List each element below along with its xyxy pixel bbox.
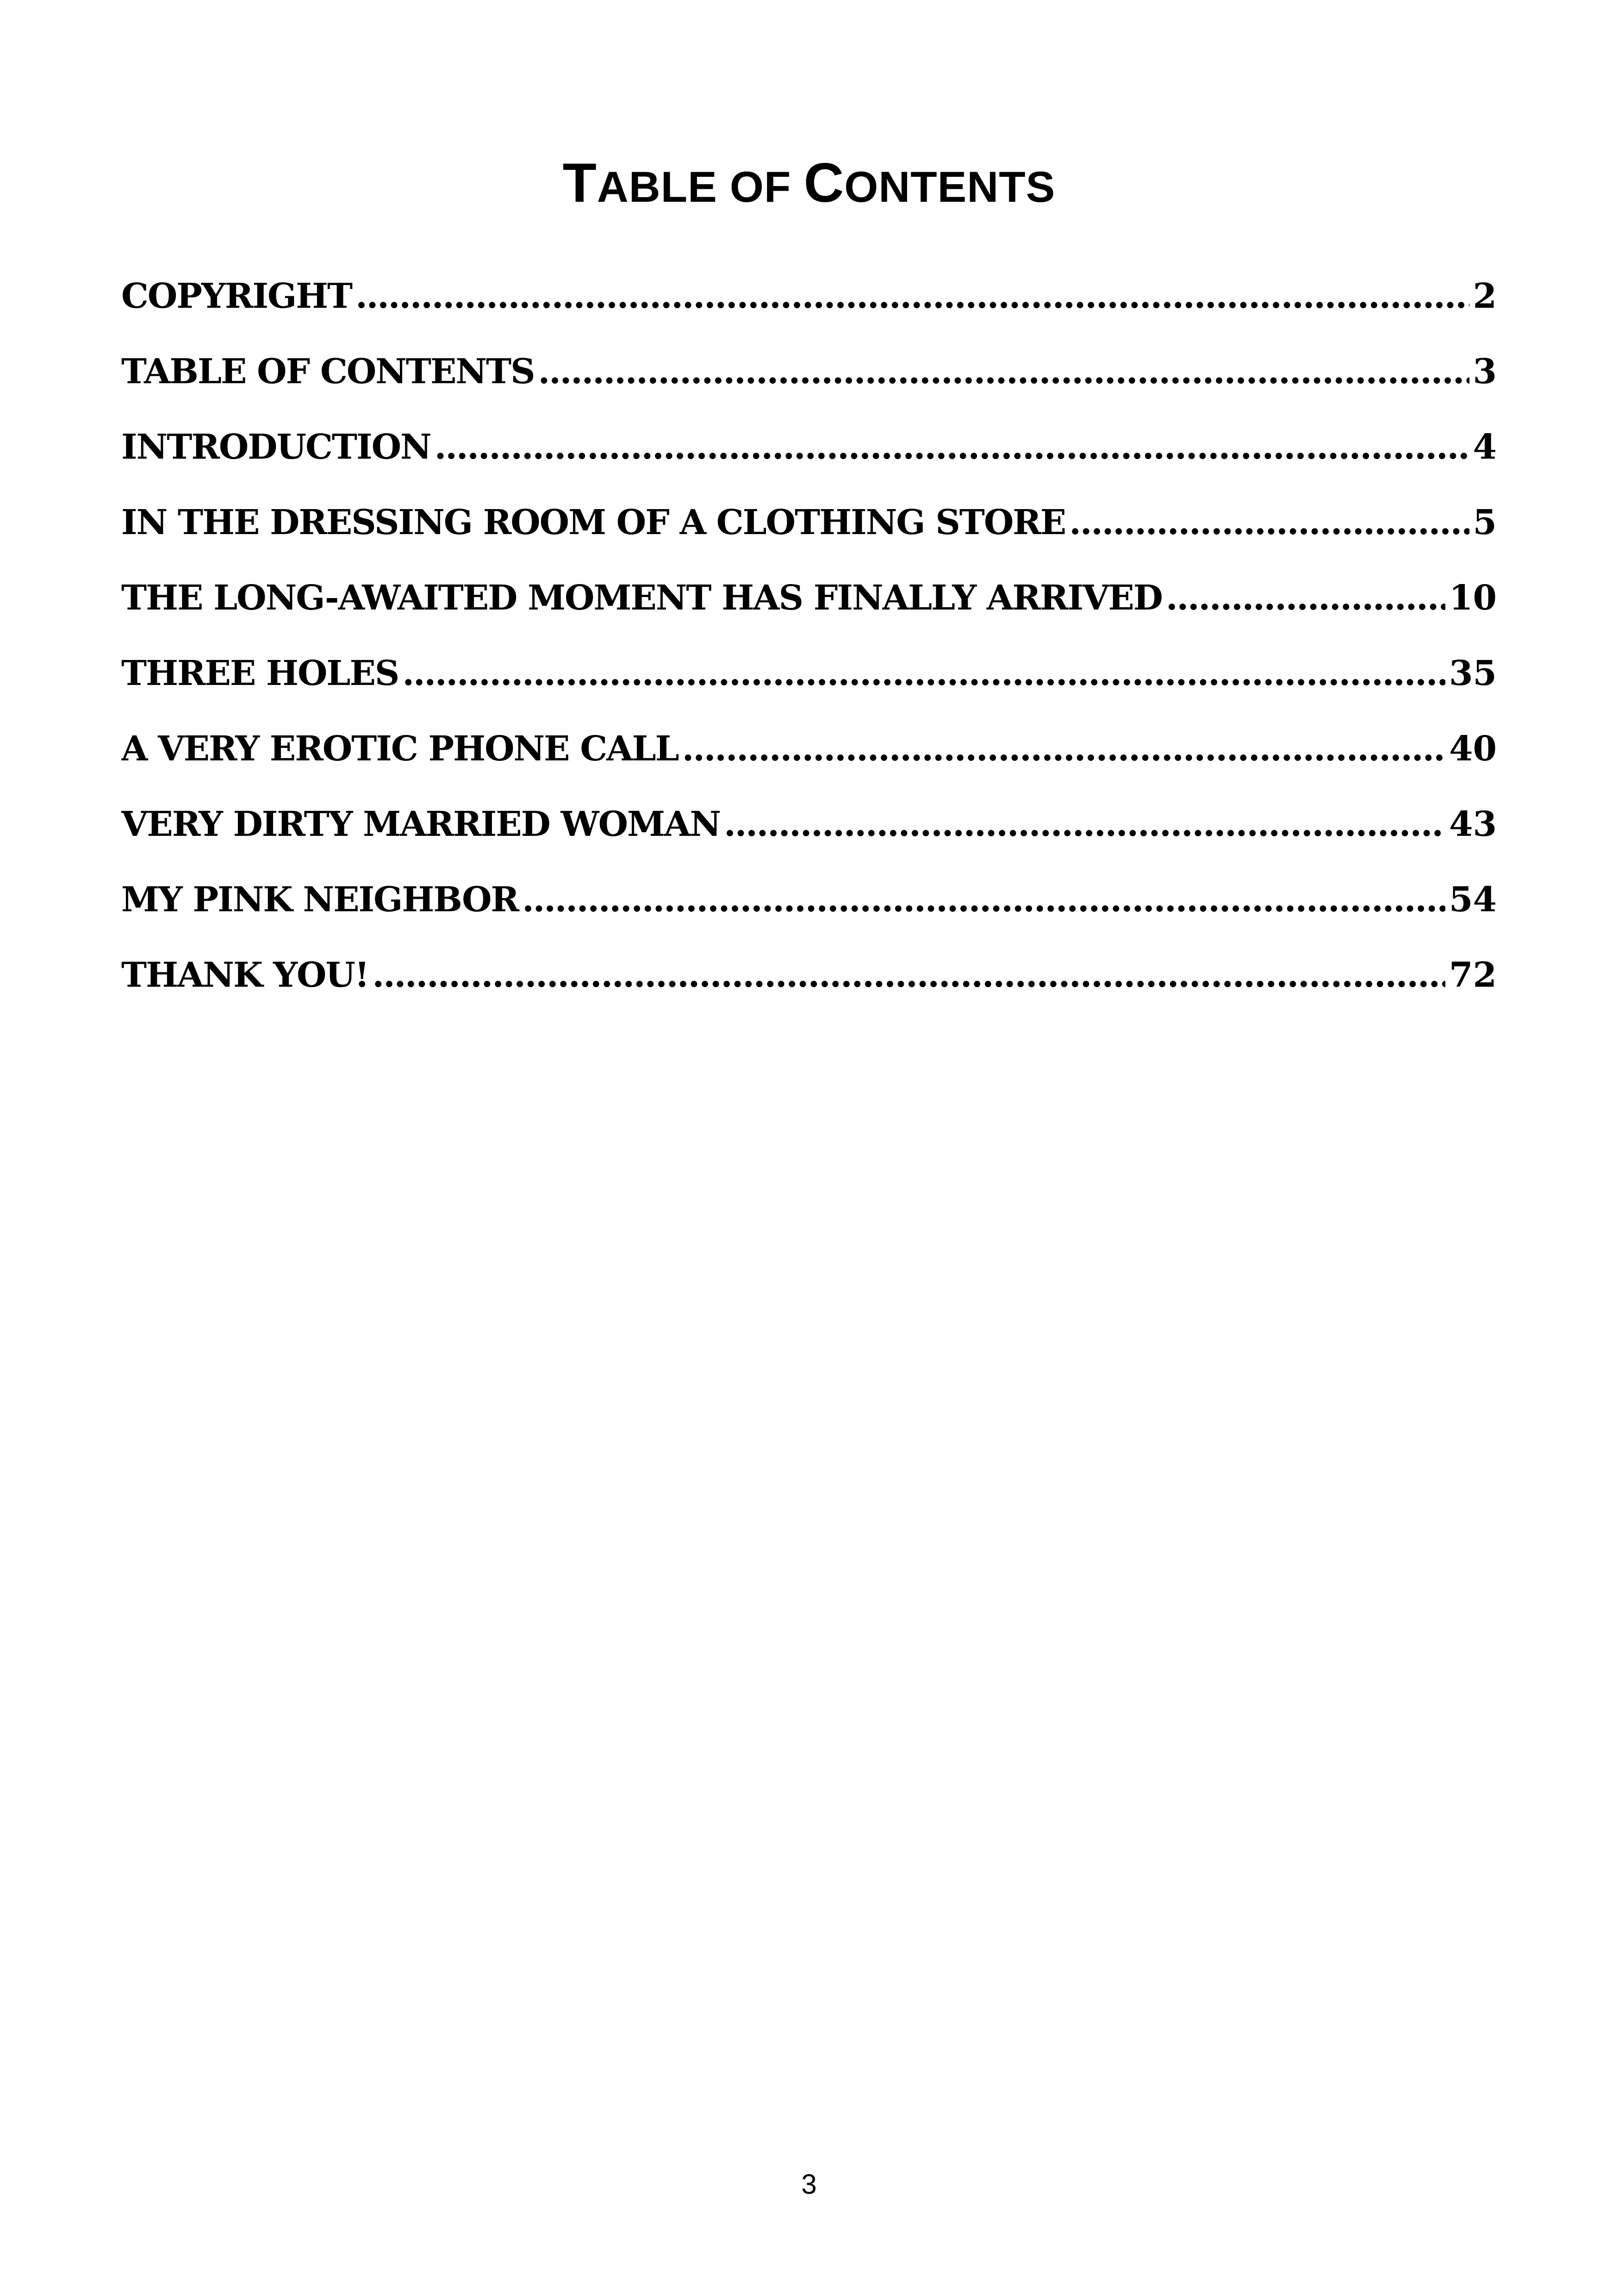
page-title <box>0 146 1618 224</box>
toc-dot-leader <box>402 646 1445 701</box>
table-of-contents <box>121 268 1497 1023</box>
toc-entry-page: 4 <box>1473 427 1497 467</box>
toc-entry-page: 54 <box>1449 880 1497 920</box>
toc-dot-leader <box>724 796 1445 852</box>
toc-dot-leader <box>1069 495 1469 550</box>
toc-dot-leader <box>435 419 1469 475</box>
toc-entry-label: COPYRIGHT <box>121 276 352 316</box>
toc-entry-copyright[interactable] <box>121 268 1497 344</box>
toc-entry-label: THANK YOU! <box>121 955 369 995</box>
toc-entry-table-of-contents[interactable] <box>121 344 1497 419</box>
toc-dot-leader <box>538 344 1469 399</box>
toc-entry-pink-neighbor[interactable] <box>121 872 1497 947</box>
toc-entry-introduction[interactable] <box>121 419 1497 495</box>
toc-entry-three-holes[interactable] <box>121 646 1497 721</box>
toc-dot-leader <box>355 268 1469 324</box>
toc-dot-leader <box>372 947 1445 1003</box>
toc-entry-page: 35 <box>1449 653 1497 693</box>
toc-entry-page: 72 <box>1449 955 1497 995</box>
title-initial-t: T <box>562 152 597 214</box>
toc-entry-label: A VERY EROTIC PHONE CALL <box>121 729 678 769</box>
toc-entry-page: 3 <box>1473 352 1497 392</box>
toc-entry-label: IN THE DRESSING ROOM OF A CLOTHING STORE <box>121 503 1066 542</box>
toc-entry-label: TABLE OF CONTENTS <box>121 352 535 392</box>
toc-entry-label: MY PINK NEIGHBOR <box>121 880 519 920</box>
toc-dot-leader <box>1166 570 1445 626</box>
toc-entry-label: INTRODUCTION <box>121 427 431 467</box>
toc-entry-page: 43 <box>1449 804 1497 844</box>
toc-entry-phone-call[interactable] <box>121 721 1497 796</box>
page-number: 3 <box>801 2169 817 2200</box>
title-initial-c: C <box>803 152 845 214</box>
toc-entry-label: VERY DIRTY MARRIED WOMAN <box>121 804 721 844</box>
toc-entry-dressing-room[interactable] <box>121 495 1497 570</box>
title-rest-able-of: ABLE OF <box>597 162 804 212</box>
toc-entry-page: 10 <box>1449 578 1497 618</box>
toc-entry-page: 40 <box>1449 729 1497 769</box>
toc-entry-married-woman[interactable] <box>121 796 1497 872</box>
toc-entry-page: 2 <box>1473 276 1497 316</box>
toc-dot-leader <box>522 872 1445 927</box>
title-rest-ontents: ONTENTS <box>844 162 1056 212</box>
toc-entry-label: THREE HOLES <box>121 653 399 693</box>
toc-entry-thank-you[interactable] <box>121 947 1497 1023</box>
toc-entry-long-awaited-moment[interactable] <box>121 570 1497 646</box>
toc-entry-page: 5 <box>1473 503 1497 542</box>
toc-dot-leader <box>682 721 1445 777</box>
toc-entry-label: THE LONG-AWAITED MOMENT HAS FINALLY ARRIVED <box>121 578 1162 618</box>
